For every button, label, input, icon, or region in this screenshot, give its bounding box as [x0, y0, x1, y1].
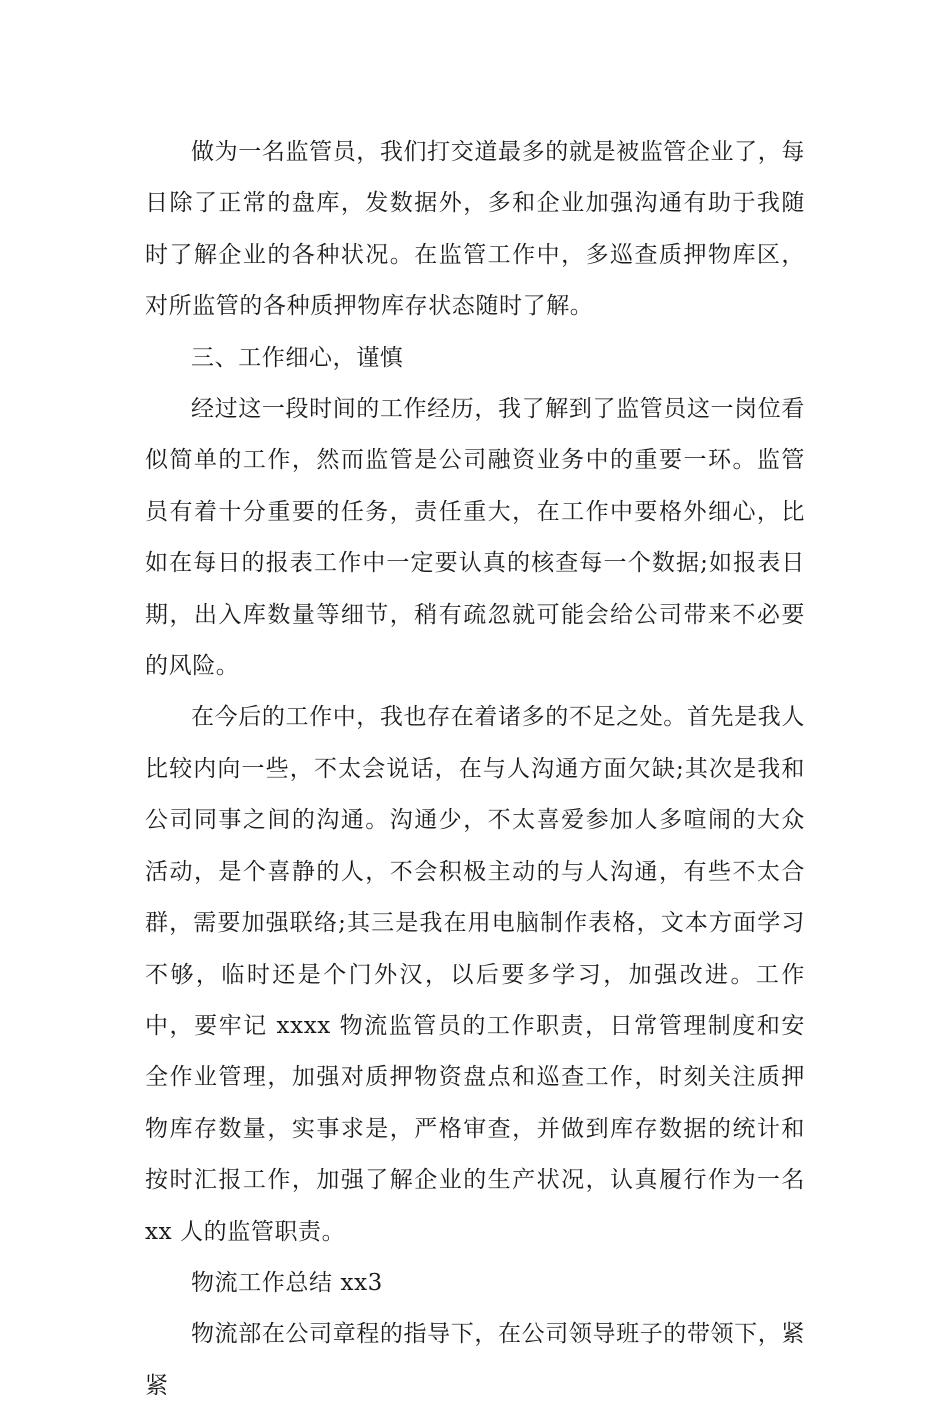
section-heading-careful-work: 三、工作细心，谨慎: [191, 344, 404, 371]
paragraph-shortcomings: 在今后的工作中，我也存在着诸多的不足之处。首先是我人比较内向一些，不太会说话，在与人沟通方面欠缺;其次是我和公司同事之间的沟通。沟通少，不太喜爱参加人多喧闹的大众活动，是个喜静的人，不会积极主动的与人沟通，有些不太合群，需要加强联络;其三是我在用电脑制作表格，文本方面学习不够，临时还是个门外汉，以后要多学习，加强改进。工作中，要牢记 xxxx 物流监管员的工作职责，日常管理制度和安全作业管理，加强对质押物资盘点和巡查工作，时刻关注质押物库存数量，实事求是，严格审查，并做到库存数据的统计和按时汇报工作，加强了解企业的生产状况，认真履行作为一名 xx 人的监管职责。: [145, 704, 805, 1245]
paragraph-supervision-communication: 做为一名监管员，我们打交道最多的就是被监管企业了，每日除了正常的盘库，发数据外，多和企业加强沟通有助于我随时了解企业的各种状况。在监管工作中，多巡查质押物库区，对所监管的各种质押物库存状态随时了解。: [145, 139, 805, 320]
document-body: [145, 127, 805, 1412]
paragraph-logistics-department: 物流部在公司章程的指导下，在公司领导班子的带领下，紧紧: [145, 1321, 805, 1399]
section-heading-logistics-summary: 物流工作总结 xx3: [191, 1269, 383, 1296]
paragraph-work-experience: 经过这一段时间的工作经历，我了解到了监管员这一岗位看似简单的工作，然而监管是公司融资业务中的重要一环。监管员有着十分重要的任务，责任重大，在工作中要格外细心，比如在每日的报表工作中一定要认真的核查每一个数据;如报表日期，出入库数量等细节，稍有疏忽就可能会给公司带来不必要的风险。: [145, 396, 805, 680]
